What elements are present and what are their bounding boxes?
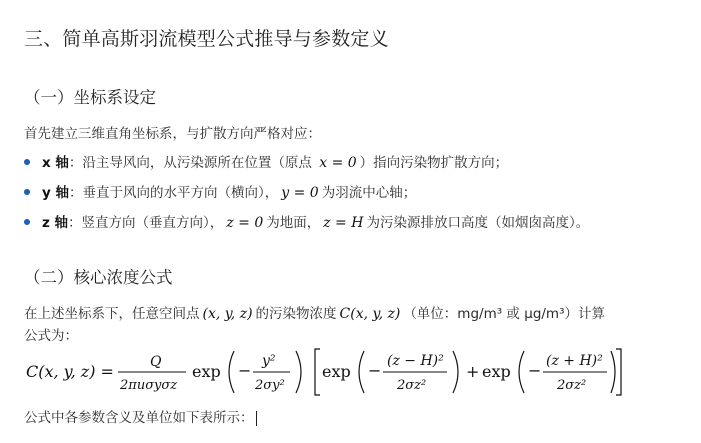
axis-description: ：垂直于风向的水平方向（横向）， (69, 185, 279, 201)
formula-exp-2: exp (322, 362, 351, 381)
formula-exp-1: exp (192, 362, 221, 381)
text: 的污染物浓度 (255, 306, 337, 322)
list-item-x-axis (24, 151, 508, 171)
bracket-left (315, 349, 320, 395)
gaussian-plume-formula (22, 343, 622, 401)
formula-intro-line2: 公式为： (24, 328, 78, 344)
formula-z-den-1: 2σz² (397, 378, 427, 393)
formula-y2-num: y² (262, 353, 276, 369)
formula-frac1-num: Q (150, 354, 162, 370)
list-item-y-axis (24, 181, 416, 201)
paren-left (519, 351, 524, 393)
text: （单位：mg/m³ 或 μg/m³）计算 (403, 306, 605, 322)
formula-zph-num: (z + H)² (546, 353, 603, 369)
axis-label: z 轴 (42, 215, 69, 231)
bullet-icon (24, 189, 30, 195)
paren-right (453, 351, 458, 393)
page-title: 三、简单高斯羽流模型公式推导与参数定义 (24, 28, 389, 50)
formula-y2-den: 2σy² (255, 378, 285, 393)
minus-sign: − (368, 361, 382, 380)
inline-math: z = H (323, 215, 364, 231)
closing-text: 公式中各参数含义及单位如下表所示： (24, 410, 254, 426)
paren-left (359, 351, 364, 393)
intro-paragraph: 首先建立三维直角坐标系，与扩散方向严格对应： (24, 126, 321, 142)
inline-math: x = 0 (319, 155, 357, 171)
formula-intro-line1 (24, 302, 605, 322)
inline-math: y = 0 (281, 185, 319, 201)
paren-left (229, 351, 234, 393)
minus-sign: − (528, 361, 542, 380)
axis-description-tail: ）指向污染物扩散方向； (359, 155, 509, 171)
paren-right (611, 351, 615, 393)
formula-frac1-den: 2πuσyσz (120, 378, 178, 393)
axis-description-tail: 为羽流中心轴； (321, 185, 417, 201)
list-item-z-axis (24, 211, 589, 231)
inline-math: (x, y, z) (202, 306, 253, 322)
text-cursor[interactable] (256, 411, 257, 426)
inline-math: z = 0 (226, 215, 264, 231)
axis-description: ：竖直方向（垂直方向）， (68, 215, 224, 231)
formula-z-den-2: 2σz² (557, 378, 587, 393)
axis-description: ：沿主导风向，从污染源所在位置（原点 (68, 155, 317, 171)
inline-math: C(x, y, z) (339, 306, 401, 322)
axis-description-mid: 为地面， (266, 215, 321, 231)
paren-right (296, 351, 301, 393)
bullet-icon (24, 219, 30, 225)
axis-label: x 轴 (42, 155, 69, 171)
formula-exp-3: exp (482, 362, 511, 381)
text: 在上述坐标系下，任意空间点 (24, 306, 200, 322)
formula-plus: + (466, 362, 480, 381)
bracket-right (616, 349, 621, 395)
formula-lhs: C(x, y, z) = (26, 362, 114, 381)
formula-zmh-num: (z − H)² (387, 353, 444, 369)
section-heading-coordinate-system: （一）坐标系设定 (24, 88, 156, 107)
axis-description-tail: 为污染源排放口高度（如烟囱高度）。 (366, 215, 590, 231)
bullet-icon (24, 159, 30, 165)
minus-sign: − (238, 361, 252, 380)
closing-line (24, 406, 257, 426)
axis-label: y 轴 (42, 185, 69, 201)
section-heading-concentration-formula: （二）核心浓度公式 (24, 268, 173, 287)
